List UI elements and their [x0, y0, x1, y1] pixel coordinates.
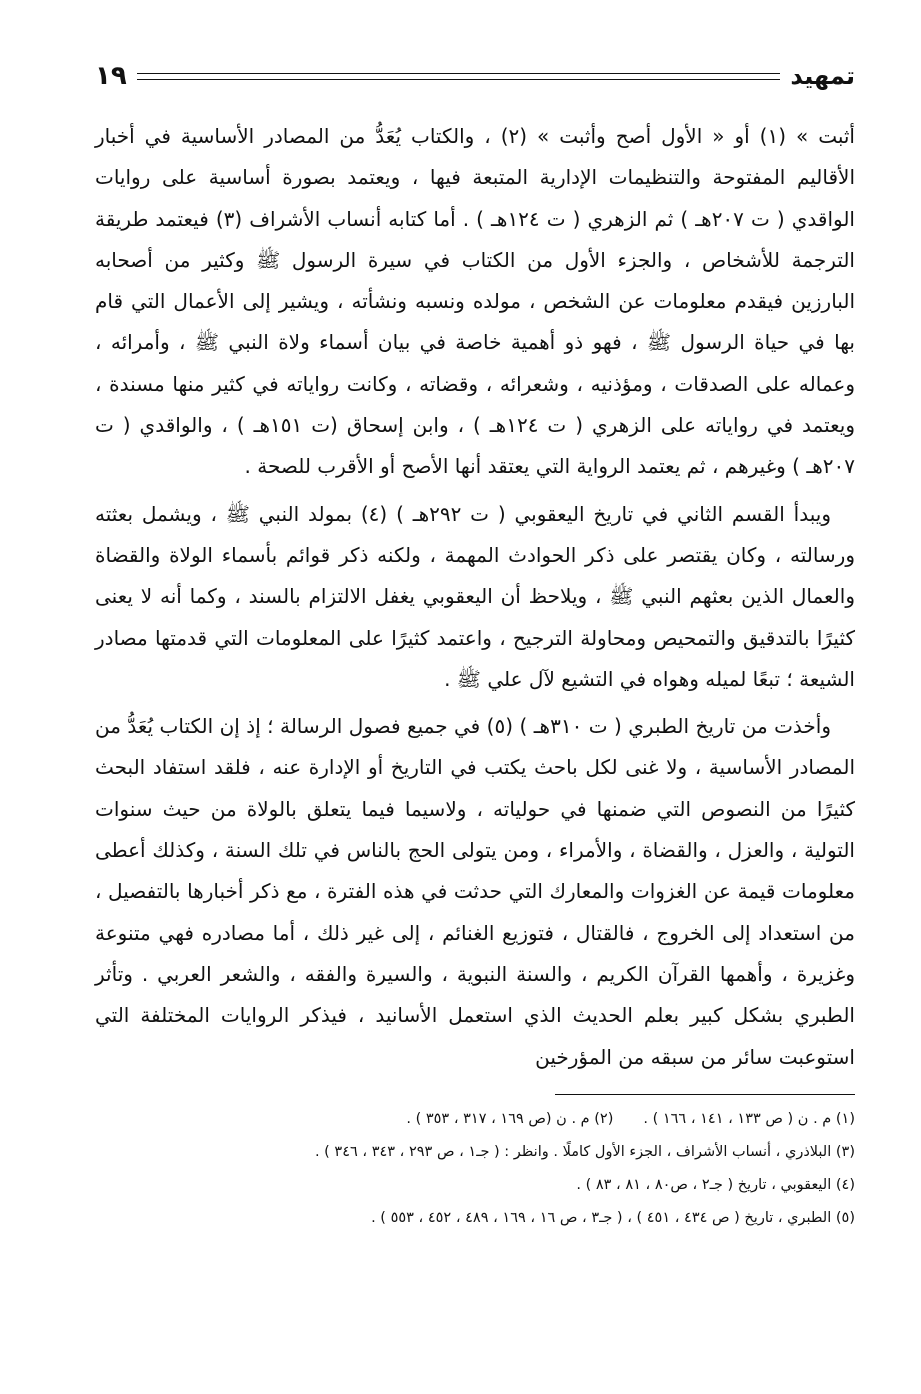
paragraph-2: ويبدأ القسم الثاني في تاريخ اليعقوبي ( ت ٢٩٢هـ ) (٤) بمولد النبي ﷺ ، ويشمل بعثته ورسالته ، وكان يقتصر على ذكر الحوادث المهمة ، ولكنه ذكر قوائم بأسماء الولاة والقضاة والعمال الذين بعثهم النبي ﷺ ، ويلاحظ أن اليعقوبي يغفل الالتزام بالسند ، وكما أنه لا يعنى كثيرًا بالتدقيق والتمحيص ومحاولة الترجيح ، واعتمد كثيرًا على المعلومات التي قدمتها مصادر الشيعة ؛ تبعًا لميله وهواه في التشيع لآل علي ﷺ .	[95, 501, 855, 691]
footnote-row	[95, 1169, 855, 1202]
footnote-3: (٣) البلاذري ، أنساب الأشراف ، الجزء الأول كاملًا . وانظر : ( جـ١ ، ص ٢٩٣ ، ٣٤٣ ، ٣٤٦ ) .	[314, 1143, 855, 1160]
paragraph-1: أثبت » (١) أو « الأول أصح وأثبت » (٢) ، والكتاب يُعَدُّ من المصادر الأساسية في أخبار الأقاليم المفتوحة والتنظيمات الإدارية المتبعة فيها ، ويعتمد بصورة أساسية على روايات الواقدي ( ت ٢٠٧هـ ) ثم الزهري ( ت ١٢٤هـ ) . أما كتابه أنساب الأشراف (٣) فيعتمد طريقة الترجمة للأشخاص ، والجزء الأول من الكتاب في سيرة الرسول ﷺ وكثير من أصحابه البارزين فيقدم معلومات عن الشخص ، مولده ونسبه ونشأته ، ويشير إلى الأعمال التي قام بها في حياة الرسول ﷺ ، فهو ذو أهمية خاصة في بيان أسماء ولاة النبي ﷺ ، وأمرائه ، وعماله على الصدقات ، ومؤذنيه ، وشعرائه ، وقضاته ، وكانت رواياته في كثير منها مسندة ، ويعتمد في رواياته على الزهري ( ت ١٢٤هـ ) ، وابن إسحاق (ت ١٥١هـ ) ، والواقدي ( ت ٢٠٧هـ ) وغيرهم ، ثم يعتمد الرواية التي يعتقد أنها الأصح أو الأقرب للصحة .	[95, 124, 855, 479]
footnote-row	[95, 1136, 855, 1169]
footnote-2: (٢) م . ن (ص ١٦٩ ، ٣١٧ ، ٣٥٣ ) .	[406, 1110, 614, 1127]
footnotes	[95, 1103, 855, 1235]
footnote-separator-wrap	[95, 1078, 855, 1095]
page-number: ١٩	[95, 61, 127, 91]
footnote-row	[95, 1103, 855, 1136]
chapter-title: تمهيد	[790, 62, 855, 90]
header-double-rule	[137, 73, 781, 80]
footnote-row	[95, 1202, 855, 1235]
footnote-1: (١) م . ن ( ص ١٣٣ ، ١٤١ ، ١٦٦ ) .	[643, 1110, 855, 1127]
footnote-5: (٥) الطبري ، تاريخ ( ص ٤٣٤ ، ٤٥١ ) ، ( جـ٣ ، ص ١٦ ، ١٦٩ ، ٤٨٩ ، ٤٥٢ ، ٥٥٣ ) .	[371, 1209, 855, 1226]
page	[95, 58, 855, 1235]
body-text	[95, 116, 855, 1078]
footnote-separator	[555, 1094, 855, 1095]
footnote-4: (٤) اليعقوبي ، تاريخ ( جـ٢ ، ص٨٠ ، ٨١ ، ٨٣ ) .	[576, 1176, 855, 1193]
paragraph-3: وأخذت من تاريخ الطبري ( ت ٣١٠هـ ) (٥) في جميع فصول الرسالة ؛ إذ إن الكتاب يُعَدُّ من المصادر الأساسية ، ولا غنى لكل باحث يكتب في التاريخ أو الإدارة عنه ، فلقد استفاد البحث كثيرًا من النصوص التي ضمنها في حولياته ، ولاسيما فيما يتعلق بالولاة من حيث سنوات التولية ، والعزل ، والقضاة ، والأمراء ، ومن يتولى الحج بالناس في تلك السنة ، وكذلك أعطى معلومات قيمة عن الغزوات والمعارك التي حدثت في هذه الفترة ، مع ذكر أخبارها بالتفصيل ، من استعداد إلى الخروج ، فالقتال ، فتوزيع الغنائم ، إلى غير ذلك ، أما مصادره فهي متنوعة وغزيرة ، وأهمها القرآن الكريم ، والسنة النبوية ، والسيرة والفقه ، والشعر العربي . وتأثر الطبري بشكل كبير بعلم الحديث الذي استعمل الأسانيد ، فيذكر الروايات المختلفة التي استوعبت سائر من سبقه من المؤرخين	[95, 714, 855, 1069]
running-header	[95, 58, 855, 94]
